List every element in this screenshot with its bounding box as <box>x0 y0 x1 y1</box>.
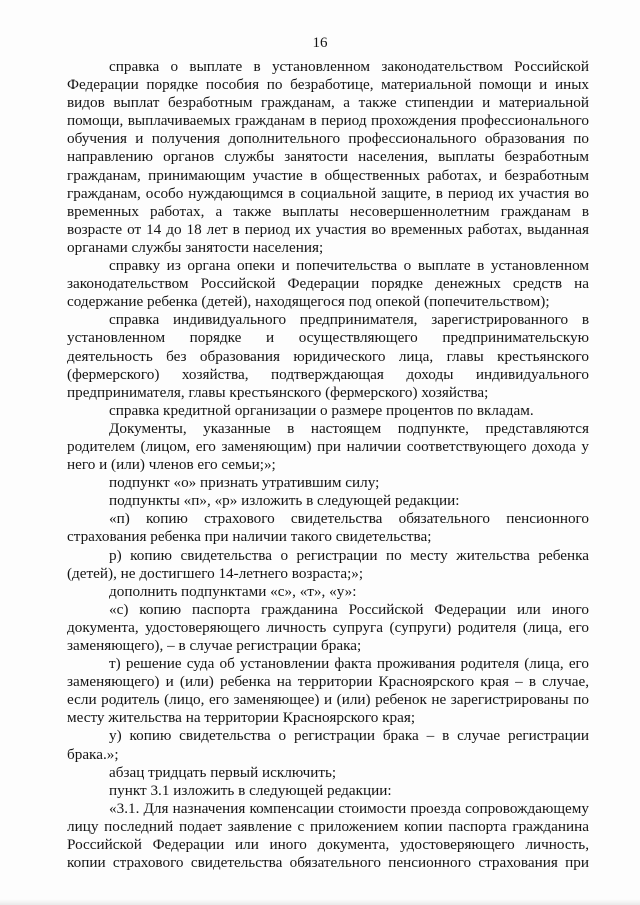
paragraph-subitems-p-r-intro: подпункты «п», «р» изложить в следующей редакции: <box>109 492 460 510</box>
paragraph-documents-submission: Документы, указанные в настоящем подпункте, представляются родителем (лицом, его заменяющим) при наличии соответствующего дохода у него и (или) членов его семьи;»; <box>67 419 589 474</box>
paragraph-item-3-1-intro: пункт 3.1 изложить в следующей редакции: <box>109 781 392 799</box>
paragraph-guardianship-certificate: справку из органа опеки и попечительства о выплате в установленном законодательством Российской Федерации порядке денежных средств на содержание ребенка (детей), находящегося под опекой (попечительством); <box>67 257 589 311</box>
paragraph-subitem-u: у) копию свидетельства о регистрации брака – в случае регистрации брака.»; <box>67 727 589 763</box>
paragraph-subitem-s: «с) копию паспорта гражданина Российской Федерации или иного документа, удостоверяющего личность супруга (супруги) родителя (лица, его заменяющего), – в случае регистрации брака; <box>67 600 589 654</box>
document-body <box>67 58 589 872</box>
paragraph-entrepreneur-certificate: справка индивидуального предпринимателя, зарегистрированного в установленном порядке и осуществляющего предпринимательскую деятельность без образования юридического лица, главы крестьянского (фермерского) хозяйства, подтверждающая доходы индивидуального предпринимателя, главы крестьянского (фермерского) хозяйства; <box>67 311 589 401</box>
paragraph-subitem-r: р) копию свидетельства о регистрации по месту жительства ребенка (детей), не достигшего 14-летнего возраста;»; <box>67 546 589 582</box>
page-number: 16 <box>312 35 328 51</box>
scan-bottom-edge <box>0 899 640 905</box>
paragraph-add-subitems-intro: дополнить подпунктами «с», «т», «у»: <box>109 582 357 600</box>
paragraph-subitem-o-void: подпункт «о» признать утратившим силу; <box>109 474 380 492</box>
paragraph-item-3-1-text: «3.1. Для назначения компенсации стоимости проезда сопровождающему лицу последний подает заявление с приложением копии паспорта гражданина Российской Федерации или иного документа, удостоверяющего личность, копии страхового свидетельства обязательного пенсионного страхования при <box>67 799 589 872</box>
paragraph-exclude-paragraph: абзац тридцать первый исключить; <box>109 763 337 781</box>
paragraph-unemployment-certificate: справка о выплате в установленном законодательством Российской Федерации порядке пособия по безработице, материальной помощи и иных видов выплат безработным гражданам, а также стипендии и материальной помощи, выплачиваемых гражданам в период прохождения профессионального обучения и получения дополнительного профессионального образования по направлению органов службы занятости населения, выплаты безработным гражданам, принимающим участие в общественных работах, и безработным гражданам, особо нуждающимся в социальной защите, в период их участия во временных работах, а также выплаты несовершеннолетним гражданам в возрасте от 14 до 18 лет в период их участия во временных работах, выданная органами службы занятости населения; <box>67 58 589 256</box>
paragraph-bank-certificate: справка кредитной организации о размере процентов по вкладам. <box>109 401 534 419</box>
paragraph-subitem-t: т) решение суда об установлении факта проживания родителя (лица, его заменяющего) и (или) ребенка на территории Красноярского края – в случае, если родитель (лицо, его заменяющее) и (или) ребенок не зарегистрированы по месту жительства на территории Красноярского края; <box>67 655 589 727</box>
paragraph-subitem-p: «п) копию страхового свидетельства обязательного пенсионного страхования ребенка при наличии такого свидетельства; <box>67 510 589 546</box>
